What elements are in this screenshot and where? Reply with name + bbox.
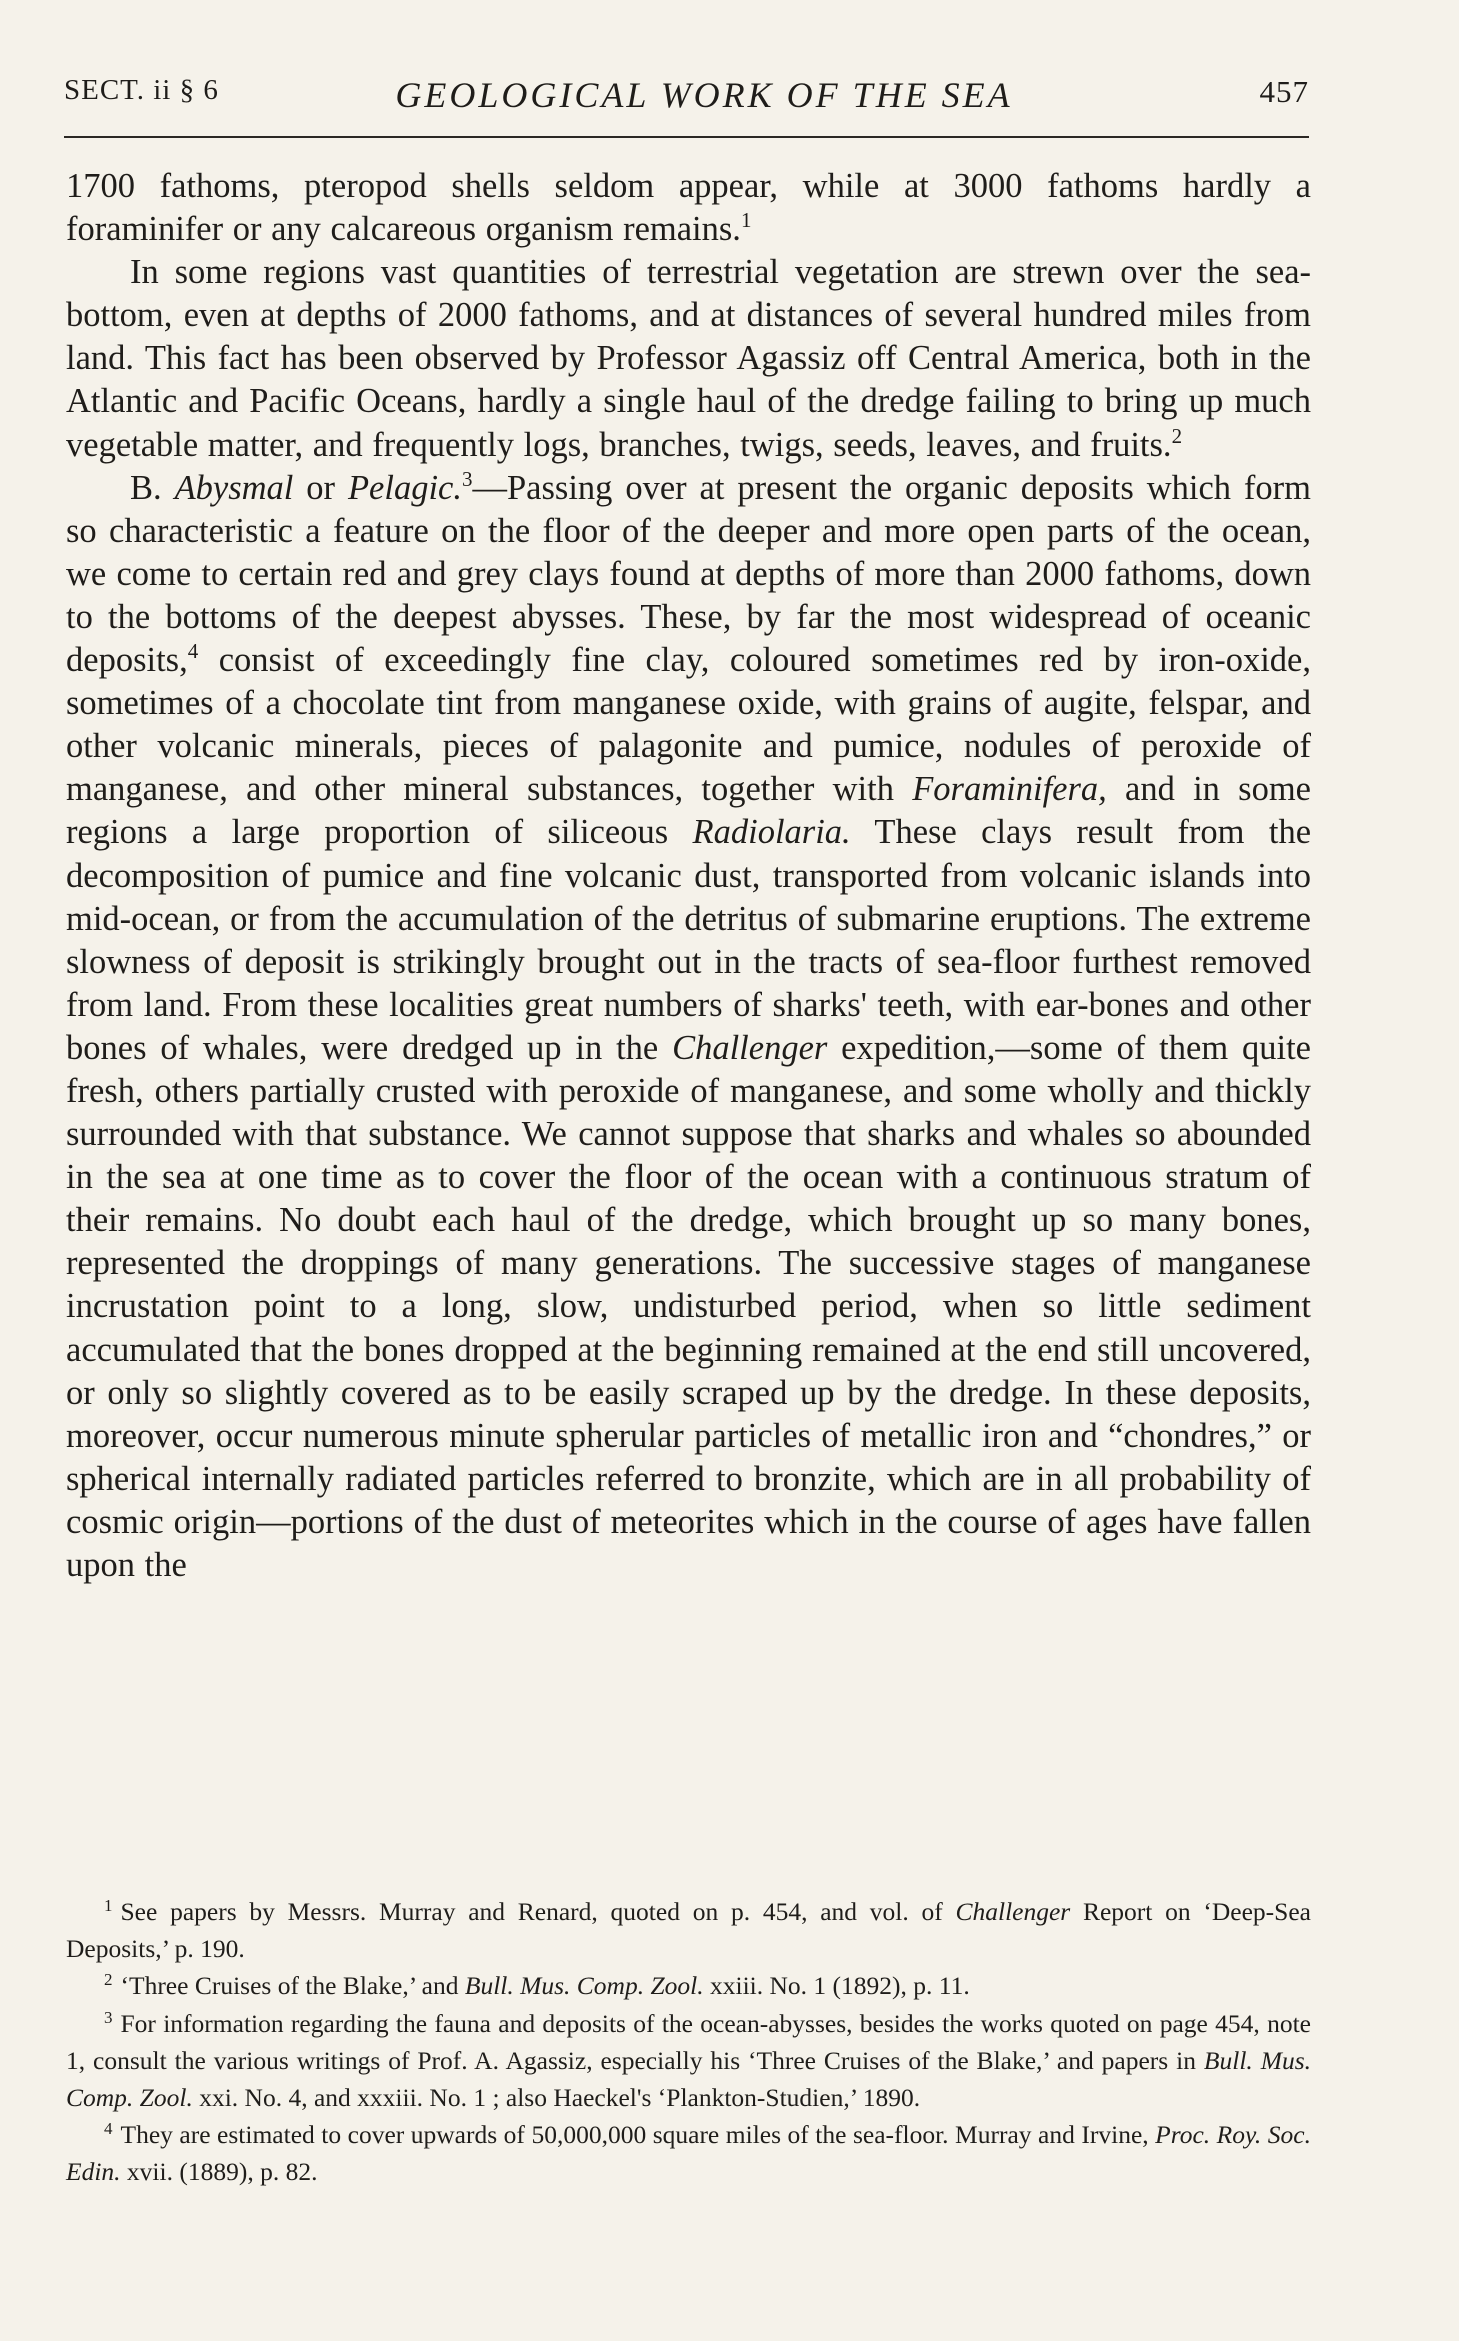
term-abysmal: Abysmal xyxy=(174,468,294,507)
page-number: 457 xyxy=(1259,74,1309,109)
paragraph-text: These clays result from the decomposition of pumice and fine volcanic dust, transported from volcanic islands into mid-ocean, or from the accumulation of the detritus of submarine eruptions. The extreme slowness of deposit is strikingly brought out in the tracts of sea-floor furthest removed from land. From these localities great numbers of sharks' teeth, with ear-bones and other bones of whales, were dredged up in the xyxy=(66,813,1312,1067)
footnote-text: For information regarding the fauna and deposits of the ocean-abysses, besides the works quoted on page 454, note 1, consult the various writings of Prof. A. Agassiz, especially his ‘Three Cruises of the Blake,’ and papers in xyxy=(66,2008,1311,2075)
main-text xyxy=(66,165,1311,1587)
footnote-number: 2 xyxy=(104,1970,113,1990)
term-foraminifera: Foraminifera, xyxy=(912,770,1107,809)
footnote-ref: 4 xyxy=(187,639,199,664)
footnote-ref: 2 xyxy=(1171,423,1183,448)
footnote-2 xyxy=(66,1967,1311,2004)
footnote-italic: Bull. Mus. Comp. Zool. xyxy=(66,2045,1311,2113)
paragraph-text: consist of exceedingly fine clay, coloured sometimes red by iron-oxide, sometimes of a chocolate tint from manganese oxide, with grains of augite, felspar, and other volcanic minerals, pieces of palagonite and pumice, nodules of peroxide of manganese, and other mineral substances, together with xyxy=(66,641,1311,809)
paragraph-text: In some regions vast quantities of terrestrial vegetation are strewn over the sea-bottom, even at depths of 2000 fathoms, and at distances of several hundred miles from land. This fact has been observed by Professor Agassiz off Central America, both in the Atlantic and Pacific Oceans, hardly a single haul of the dredge failing to bring up much vegetable matter, and frequently logs, branches, twigs, seeds, leaves, and fruits. xyxy=(66,253,1311,464)
footnotes xyxy=(66,1893,1311,2191)
footnote-text: xvii. (1889), p. 82. xyxy=(120,2157,318,2187)
chapter-title: GEOLOGICAL WORK OF THE SEA xyxy=(395,75,1013,115)
term-radiolaria: Radiolaria. xyxy=(692,813,851,852)
footnote-number: 4 xyxy=(104,2119,113,2139)
footnote-italic: Bull. Mus. Comp. Zool. xyxy=(464,1971,704,2001)
footnote-ref: 1 xyxy=(740,208,752,233)
paragraph-text: expedition,—some of them quite fresh, others partially crusted with peroxide of manganese, and some wholly and thickly surrounded with that substance. We cannot suppose that sharks and whales so abounded in the sea at one time as to cover the floor of the ocean with a continuous stratum of their remains. No doubt each haul of the dredge, which brought up so many bones, represented the droppings of many generations. The successive stages of manganese incrustation point to a long, slow, undisturbed period, when so little sediment accumulated that the bones dropped at the beginning remained at the end still uncovered, or only so slightly covered as to be easily scraped up by the dredge. In these deposits, moreover, occur numerous minute spherular particles of metallic iron and “chondres,” or spherical internally radiated particles referred to bronzite, which are in all probability of cosmic origin—portions of the dust of meteorites which in the course of ages have fallen upon the xyxy=(66,1028,1311,1584)
footnote-1 xyxy=(66,1893,1311,1967)
footnote-text: ‘Three Cruises of the Blake,’ and xyxy=(120,1971,465,2001)
footnote-italic: Proc. Roy. Soc. Edin. xyxy=(66,2120,1311,2187)
ship-name-challenger: Challenger xyxy=(672,1028,828,1067)
footnote-text: xxi. No. 4, and xxxiii. No. 1 ; also Haeckel's ‘Plankton-Studien,’ 1890. xyxy=(192,2083,921,2113)
running-head xyxy=(64,74,1309,124)
paragraph-text: or xyxy=(293,468,348,507)
header-rule xyxy=(64,136,1309,138)
footnote-number: 1 xyxy=(104,1896,113,1915)
footnote-4 xyxy=(66,2116,1311,2190)
footnote-text: They are estimated to cover upwards of 50,000,000 square miles of the sea-floor. Murray and Irvine, xyxy=(120,2120,1156,2150)
paragraph-text: and in some regions a large proportion of siliceous xyxy=(66,770,1311,852)
paragraph-continued xyxy=(66,165,1311,251)
section-label: B. xyxy=(130,468,175,507)
footnote-text: Report on ‘Deep-Sea Deposits,’ p. 190. xyxy=(66,1897,1311,1964)
footnote-italic: Challenger xyxy=(955,1897,1071,1926)
term-pelagic: Pelagic. xyxy=(347,468,462,507)
footnote-text: See papers by Messrs. Murray and Renard, quoted on p. 454, and vol. of xyxy=(120,1897,956,1926)
paragraph-text: 1700 fathoms, pteropod shells seldom appear, while at 3000 fathoms hardly a foraminifer or any calcareous organism remains. xyxy=(66,167,1311,249)
footnote-text: xxiii. No. 1 (1892), p. 11. xyxy=(703,1971,970,2001)
paragraph-text: —Passing over at present the organic deposits which form so characteristic a feature on the floor of the deeper and more open parts of the ocean, we come to certain red and grey clays found at depths of more than 2000 fathoms, down to the bottoms of the deepest abysses. These, by far the most widespread of oceanic deposits, xyxy=(66,468,1311,680)
footnote-ref: 3 xyxy=(461,466,473,491)
paragraph-abysmal-deposits xyxy=(66,467,1311,1587)
footnote-number: 3 xyxy=(104,2007,113,2027)
paragraph-terrestrial-vegetation xyxy=(66,251,1311,466)
footnote-3 xyxy=(66,2005,1311,2117)
section-reference: SECT. ii § 6 xyxy=(64,74,219,106)
